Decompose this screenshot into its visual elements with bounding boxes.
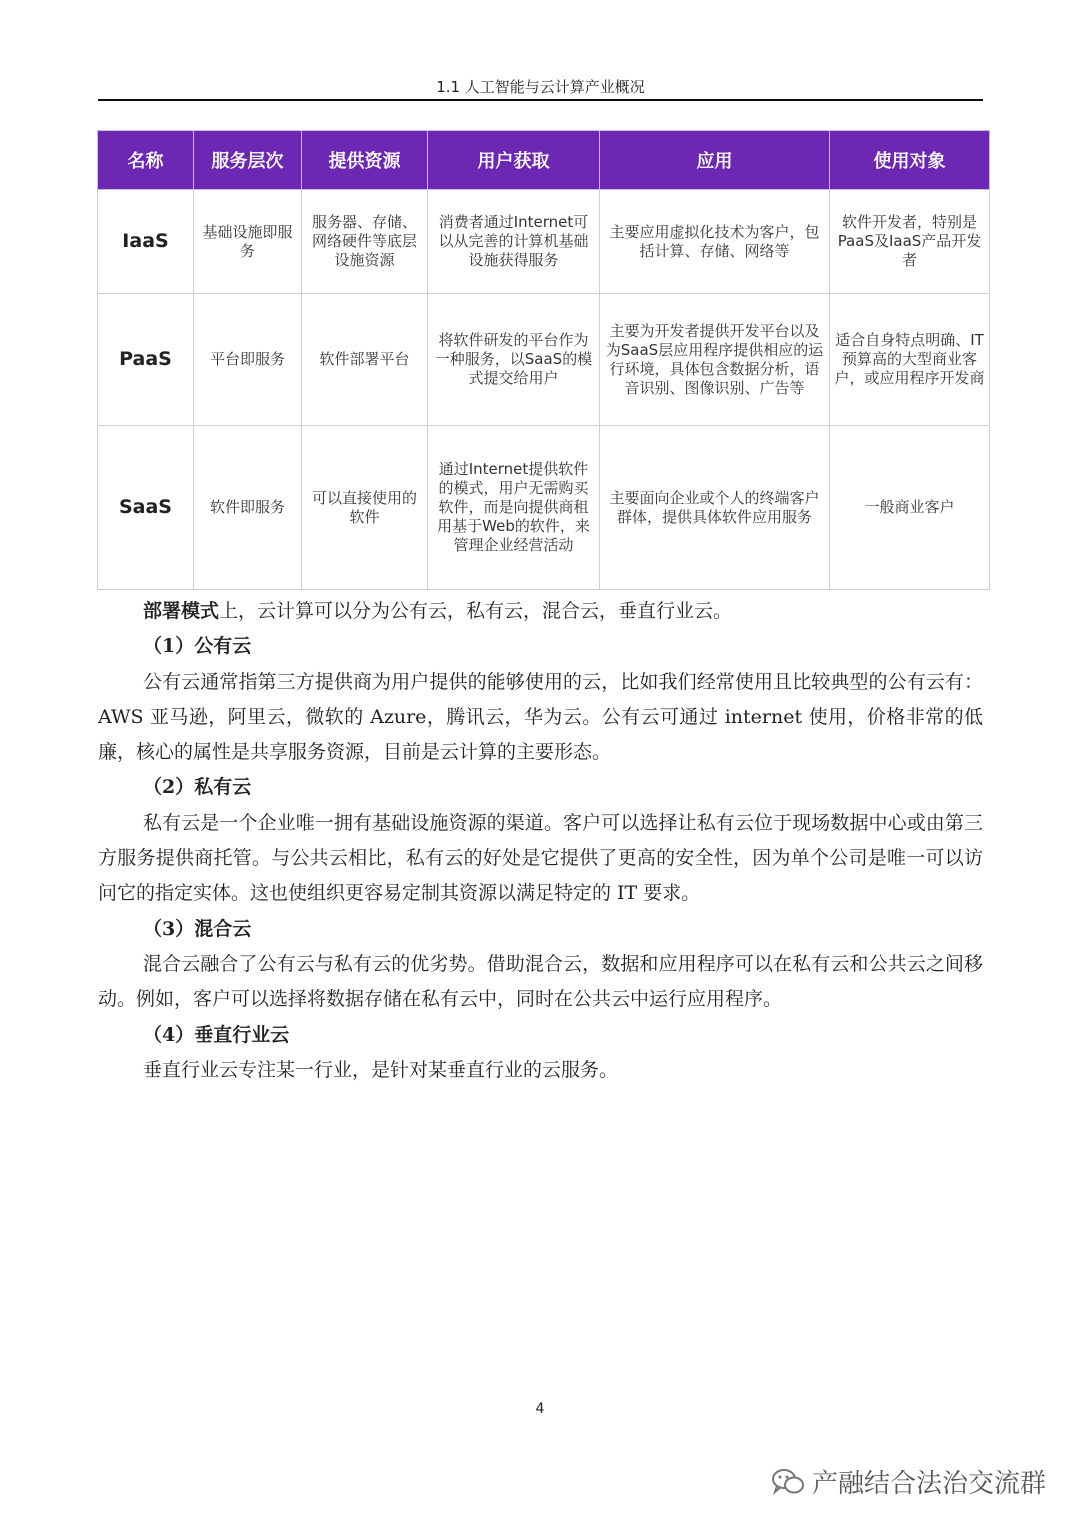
running-header: 1.1 人工智能与云计算产业概况 bbox=[436, 78, 645, 96]
table-row bbox=[98, 294, 990, 426]
cell-users: 一般商业客户 bbox=[830, 426, 990, 590]
cell-application: 主要为开发者提供开发平台以及为SaaS层应用程序提供相应的运行环境，具体包含数据分析，语音识别、图像识别、广告等 bbox=[600, 294, 830, 426]
col-header-application: 应用 bbox=[600, 131, 830, 190]
cell-access: 将软件研发的平台作为一种服务，以SaaS的模式提交给用户 bbox=[428, 294, 600, 426]
cell-name: PaaS bbox=[98, 294, 194, 426]
cell-application: 主要应用虚拟化技术为客户，包括计算、存储、网络等 bbox=[600, 190, 830, 294]
table-row bbox=[98, 426, 990, 590]
cell-name: SaaS bbox=[98, 426, 194, 590]
watermark bbox=[770, 1463, 1046, 1500]
col-header-name: 名称 bbox=[98, 131, 194, 190]
col-header-users: 使用对象 bbox=[830, 131, 990, 190]
header-rule bbox=[98, 99, 983, 101]
cell-application: 主要面向企业或个人的终端客户群体，提供具体软件应用服务 bbox=[600, 426, 830, 590]
wechat-icon bbox=[770, 1467, 806, 1497]
cell-access: 消费者通过Internet可以从完善的计算机基础设施获得服务 bbox=[428, 190, 600, 294]
table-header-row bbox=[98, 131, 990, 190]
section-heading-public-cloud: （1）公有云 bbox=[143, 635, 252, 658]
table-row bbox=[98, 190, 990, 294]
cloud-service-table bbox=[97, 130, 990, 590]
section-text-private-cloud: 私有云是一个企业唯一拥有基础设施资源的渠道。客户可以选择让私有云位于现场数据中心或由第三方服务提供商托管。与公共云相比，私有云的好处是它提供了更高的安全性，因为单个公司是唯一可以访问它的指定实体。这也使组织更容易定制其资源以满足特定的 IT 要求。 bbox=[98, 811, 983, 905]
intro-rest: 上，云计算可以分为公有云，私有云，混合云，垂直行业云。 bbox=[219, 600, 733, 622]
cell-resource: 软件部署平台 bbox=[302, 294, 428, 426]
cell-users: 适合自身特点明确、IT预算高的大型商业客户，或应用程序开发商 bbox=[830, 294, 990, 426]
cell-layer: 平台即服务 bbox=[194, 294, 302, 426]
section-text-public-cloud: 公有云通常指第三方提供商为用户提供的能够使用的云，比如我们经常使用且比较典型的公有云有：AWS 亚马逊，阿里云，微软的 Azure，腾讯云，华为云。公有云可通过 internet 使用，价格非常的低廉，核心的属性是共享服务资源，目前是云计算的主要形态。 bbox=[98, 670, 983, 764]
cell-resource: 服务器、存储、网络硬件等底层设施资源 bbox=[302, 190, 428, 294]
section-heading-hybrid-cloud: （3）混合云 bbox=[143, 917, 252, 940]
cell-users: 软件开发者，特别是PaaS及IaaS产品开发者 bbox=[830, 190, 990, 294]
col-header-resource: 提供资源 bbox=[302, 131, 428, 190]
section-heading-vertical-cloud: （4）垂直行业云 bbox=[143, 1023, 290, 1046]
watermark-text: 产融结合法治交流群 bbox=[811, 1469, 1046, 1499]
page-number: 4 bbox=[535, 1401, 545, 1417]
body-text bbox=[98, 594, 983, 1088]
intro-paragraph bbox=[98, 594, 983, 629]
section-text-vertical-cloud: 垂直行业云专注某一行业，是针对某垂直行业的云服务。 bbox=[143, 1058, 619, 1081]
col-header-layer: 服务层次 bbox=[194, 131, 302, 190]
intro-bold: 部署模式 bbox=[143, 600, 220, 622]
section-text-hybrid-cloud: 混合云融合了公有云与私有云的优劣势。借助混合云，数据和应用程序可以在私有云和公共云之间移动。例如，客户可以选择将数据存储在私有云中，同时在公共云中运行应用程序。 bbox=[98, 952, 983, 1011]
cell-layer: 基础设施即服务 bbox=[194, 190, 302, 294]
cell-access: 通过Internet提供软件的模式，用户无需购买软件，而是向提供商租用基于Web的软件，来管理企业经营活动 bbox=[428, 426, 600, 590]
section-heading-private-cloud: （2）私有云 bbox=[143, 776, 252, 799]
cell-layer: 软件即服务 bbox=[194, 426, 302, 590]
cell-resource: 可以直接使用的软件 bbox=[302, 426, 428, 590]
cell-name: IaaS bbox=[98, 190, 194, 294]
col-header-access: 用户获取 bbox=[428, 131, 600, 190]
